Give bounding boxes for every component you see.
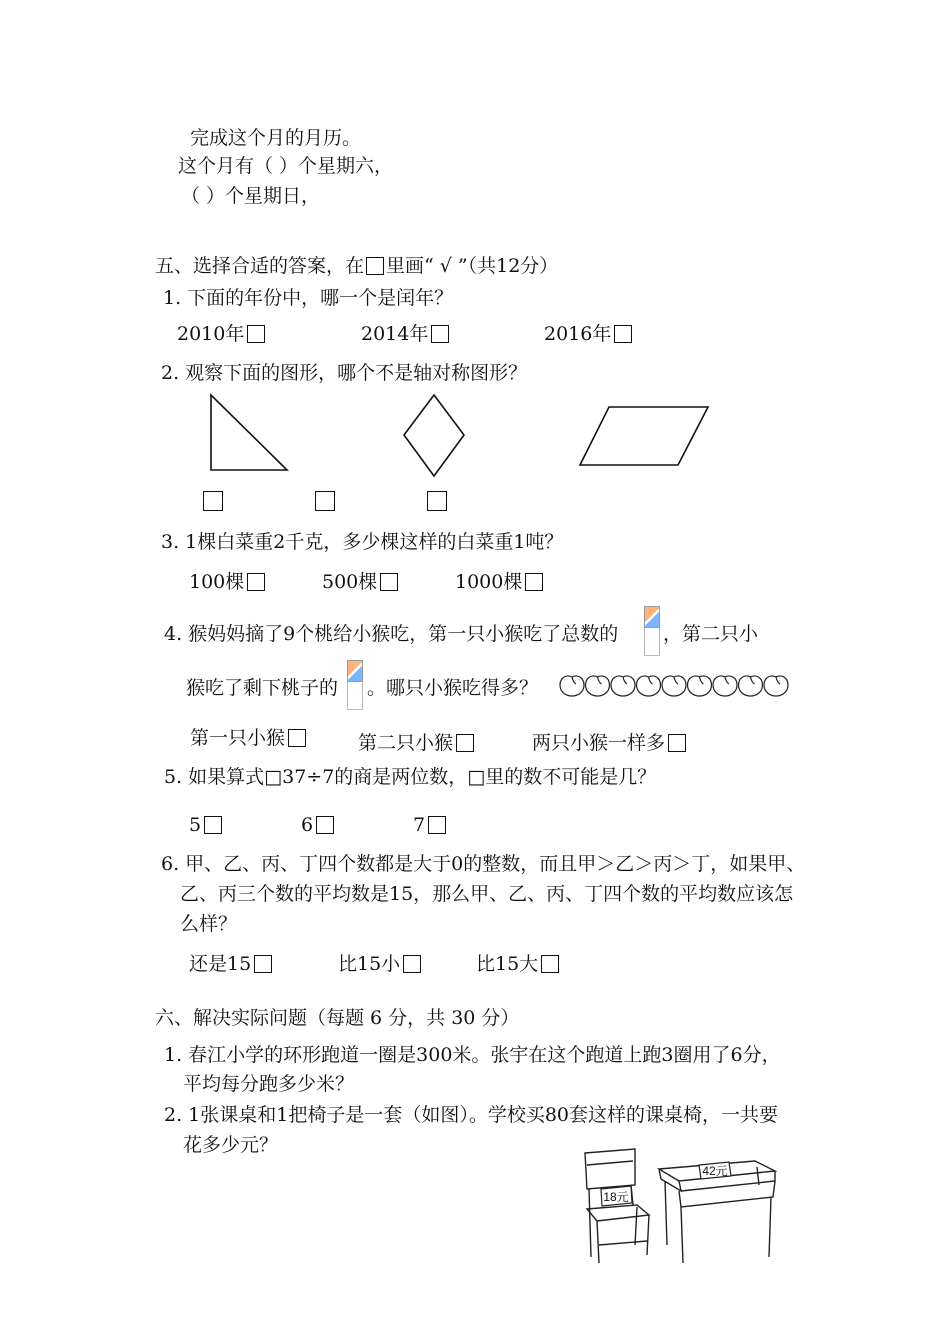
q5-text: 5. 如果算式□37÷7的商是两位数，□里的数不可能是几？	[164, 766, 657, 788]
chair-price-tag	[601, 1186, 632, 1206]
peach-icon	[764, 676, 788, 696]
rhombus-shape	[404, 395, 464, 476]
right-triangle-shape	[211, 395, 287, 470]
q6-line3: 么样？	[180, 913, 238, 935]
q6-option-same[interactable]	[189, 952, 272, 976]
answer-checkbox[interactable]	[428, 816, 446, 834]
chair-drawing	[585, 1149, 649, 1263]
answer-checkbox[interactable]	[247, 573, 265, 591]
section6-title: 六、解决实际问题（每题 6 分，共 30 分）	[155, 1007, 520, 1029]
q4-line1a: 4. 猴妈妈摘了9个桃给小猴吃，第一只小猴吃了总数的	[164, 623, 619, 645]
peach-icon	[739, 676, 763, 696]
answer-checkbox[interactable]	[525, 573, 543, 591]
option-label: 6	[301, 814, 314, 836]
answer-checkbox[interactable]	[380, 573, 398, 591]
option-label: 2010年	[177, 323, 245, 345]
option-label: 100棵	[189, 571, 245, 593]
fraction-image-picture	[347, 660, 363, 682]
answer-checkbox[interactable]	[247, 325, 265, 343]
option-label: 5	[189, 814, 202, 836]
s6-q1-line1: 1. 春江小学的环形跑道一圈是300米。张宇在这个跑道上跑3圈用了6分，	[164, 1044, 781, 1066]
option-label: 第一只小猴	[190, 727, 286, 749]
s6-q2-line2: 花多少元？	[183, 1134, 279, 1156]
q6-line1: 6. 甲、乙、丙、丁四个数都是大于0的整数，而且甲＞乙＞丙＞丁，如果甲、	[161, 853, 806, 875]
q4-option-equal[interactable]	[532, 731, 686, 755]
chair-price-label: 18元	[603, 1190, 629, 1204]
peach-icon	[637, 676, 661, 696]
q5-option-7[interactable]	[413, 813, 446, 837]
s6-q2-line1: 2. 1张课桌和1把椅子是一套（如图）。学校买80套这样的课桌椅，一共要	[164, 1104, 779, 1126]
option-label: 1000棵	[455, 571, 523, 593]
q6-option-smaller[interactable]	[338, 952, 421, 976]
q3-option-100[interactable]	[189, 570, 265, 594]
q4-line1b: ，第二只小	[663, 623, 759, 645]
section5-title	[155, 254, 558, 278]
answer-checkbox[interactable]	[541, 955, 559, 973]
q4-line2b: 。哪只小猴吃得多？	[367, 677, 539, 699]
desk-price-label: 42元	[702, 1164, 728, 1178]
answer-checkbox[interactable]	[316, 816, 334, 834]
q6-option-larger[interactable]	[476, 952, 559, 976]
answer-checkbox[interactable]	[254, 955, 272, 973]
peaches-illustration	[558, 672, 794, 698]
q1-option-2016[interactable]	[544, 322, 632, 346]
q3-option-1000[interactable]	[455, 570, 543, 594]
answer-checkbox[interactable]	[614, 325, 632, 343]
peach-icon	[611, 676, 635, 696]
sunday-question: （ ）个星期日，	[181, 185, 321, 207]
peach-icon	[560, 676, 584, 696]
answer-checkbox[interactable]	[456, 734, 474, 752]
answer-checkbox[interactable]	[288, 729, 306, 747]
q1-option-2010[interactable]	[177, 322, 265, 346]
option-label: 比15小	[338, 953, 401, 975]
q3-text: 3. 1棵白菜重2千克，多少棵这样的白菜重1吨？	[161, 531, 564, 553]
peach-icon	[713, 676, 737, 696]
peach-icon	[586, 676, 610, 696]
option-label: 500棵	[322, 571, 378, 593]
q5-option-5[interactable]	[189, 813, 222, 837]
q1-text: 1. 下面的年份中，哪一个是闰年？	[163, 287, 454, 309]
answer-checkbox[interactable]	[204, 816, 222, 834]
calendar-instruction: 完成这个月的月历。	[190, 127, 362, 149]
q3-option-500[interactable]	[322, 570, 398, 594]
chair-desk-illustration	[575, 1145, 790, 1270]
section5-title-b: 里画“ √ ”（共12分）	[386, 255, 559, 277]
option-label: 比15大	[476, 953, 539, 975]
desk-price-tag	[699, 1162, 731, 1179]
peach-icon	[688, 676, 712, 696]
checkbox-glyph	[366, 257, 384, 275]
q6-line2: 乙、丙三个数的平均数是15，那么甲、乙、丙、丁四个数的平均数应该怎	[180, 883, 794, 905]
q5-option-6[interactable]	[301, 813, 334, 837]
answer-checkbox[interactable]	[403, 955, 421, 973]
option-label: 7	[413, 814, 426, 836]
peach-icon	[662, 676, 686, 696]
option-label: 两只小猴一样多	[532, 732, 666, 754]
answer-checkbox[interactable]	[431, 325, 449, 343]
q2-shapes	[200, 390, 720, 485]
q2-checkbox-rhombus[interactable]	[315, 491, 335, 511]
parallelogram-shape	[580, 407, 708, 465]
fraction-image	[347, 660, 363, 710]
q2-checkbox-triangle[interactable]	[203, 491, 223, 511]
fraction-image-blank	[347, 682, 363, 710]
q4-option-first[interactable]	[190, 726, 306, 750]
q4-line2a: 猴吃了剩下桃子的	[186, 677, 339, 699]
fraction-image-picture	[644, 606, 660, 628]
section5-title-a: 五、选择合适的答案，在	[155, 255, 365, 277]
option-label: 2014年	[361, 323, 429, 345]
q1-option-2014[interactable]	[361, 322, 449, 346]
saturday-question: 这个月有（ ）个星期六，	[178, 155, 394, 177]
option-label: 还是15	[189, 953, 252, 975]
q2-text: 2. 观察下面的图形，哪个不是轴对称图形？	[161, 362, 528, 384]
answer-checkbox[interactable]	[668, 734, 686, 752]
q2-checkbox-parallelogram[interactable]	[427, 491, 447, 511]
fraction-image	[644, 606, 660, 656]
s6-q1-line2: 平均每分跑多少米？	[183, 1073, 355, 1095]
q4-option-second[interactable]	[358, 731, 474, 755]
option-label: 第二只小猴	[358, 732, 454, 754]
fraction-image-blank	[644, 628, 660, 656]
option-label: 2016年	[544, 323, 612, 345]
